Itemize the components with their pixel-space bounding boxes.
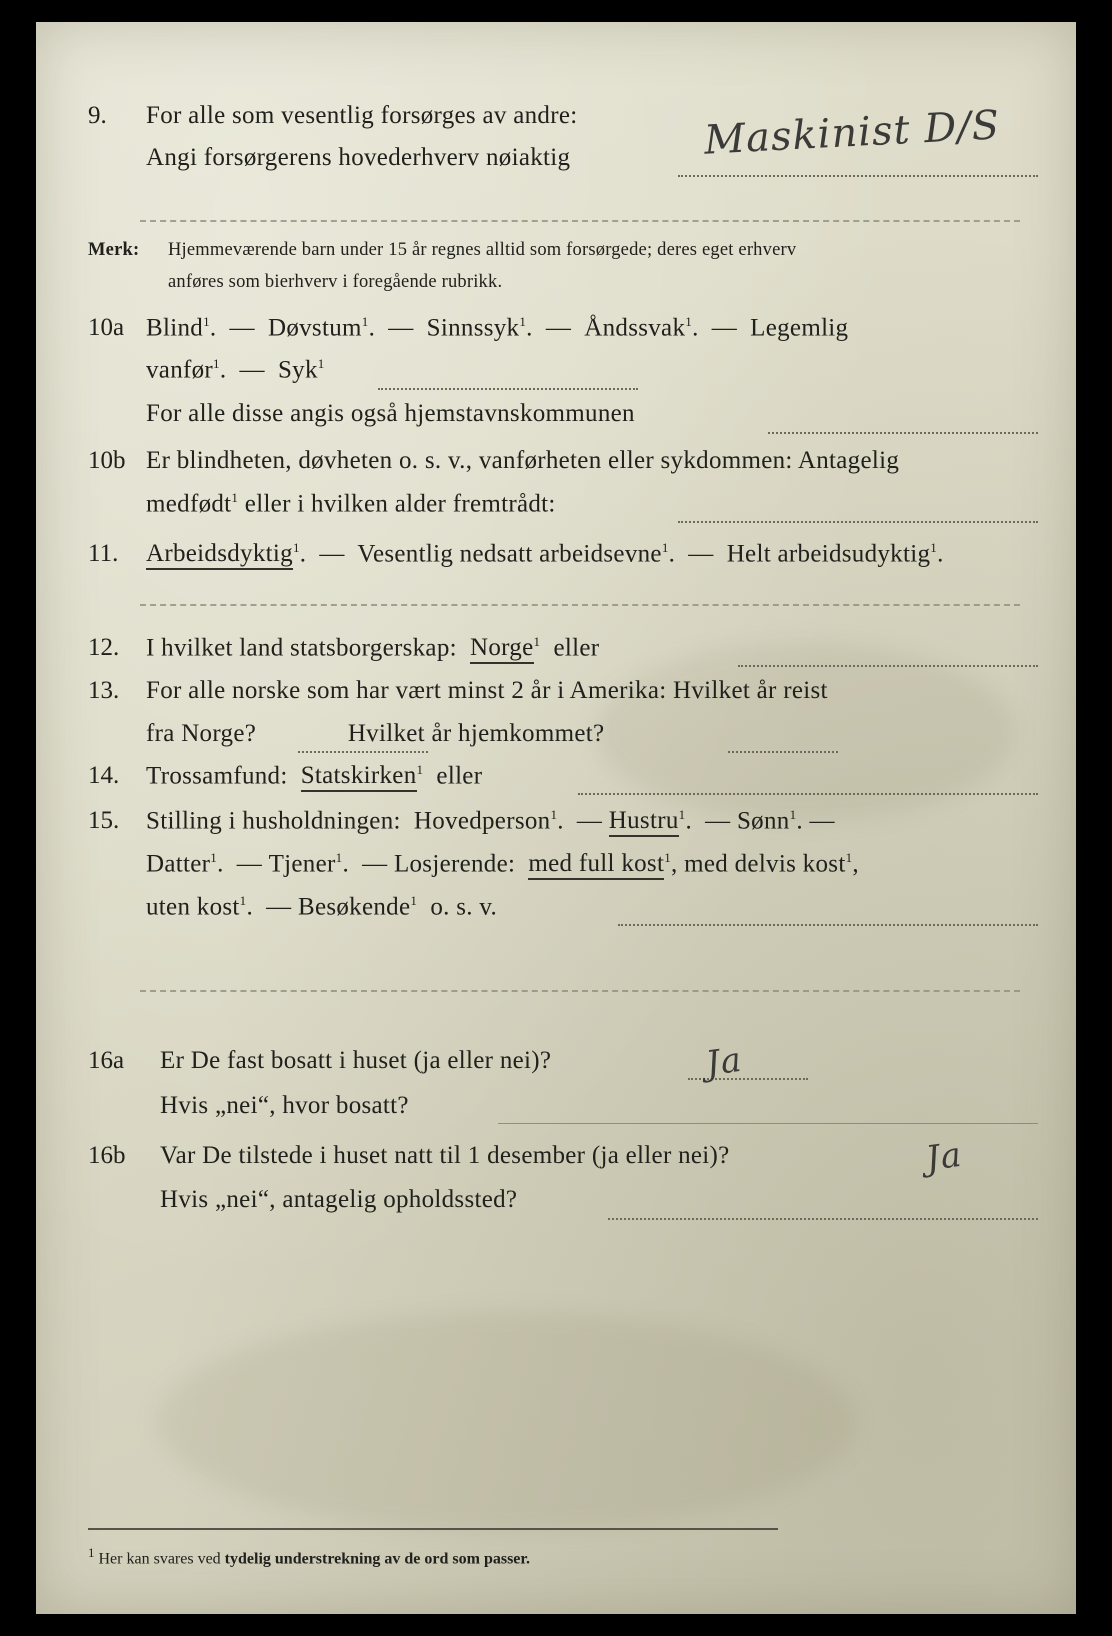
question-14-fill-rule (578, 793, 1038, 795)
question-10a-line3-fill (768, 432, 1038, 434)
question-10b-medfodt: medfødt (146, 490, 232, 518)
question-9-line1: For alle som vesentlig forsørges av andre: (146, 102, 578, 129)
question-16a-line2: Hvis „nei“, hvor bosatt? (160, 1092, 409, 1119)
question-9-answer: Maskinist D/S (702, 102, 1002, 164)
question-13-number: 13. (88, 677, 120, 704)
question-10b-line2: medfødt$^1$ eller i hvilken alder fremtrådt: (146, 490, 556, 518)
option-andssvak: Åndssvak (584, 314, 686, 342)
question-14-number: 14. (88, 762, 120, 789)
merk-line2: anføres som bierhverv i foregående rubrikk. (168, 272, 503, 292)
question-15-number: 15. (88, 807, 120, 834)
option-datter: Datter (146, 850, 211, 878)
question-15-label: Stilling i husholdningen: (146, 807, 401, 835)
option-legemlig-vanfor-part2: vanfør (146, 356, 214, 384)
footnote-text: Her kan svares ved (98, 1550, 225, 1567)
question-10a-line3: For alle disse angis også hjemstavnskommunen (146, 400, 635, 427)
question-12-fill-rule (738, 665, 1038, 667)
option-med-full-kost: med full kost (528, 850, 664, 880)
document-page (36, 22, 1076, 1614)
dash-3: — (545, 314, 572, 342)
option-blind: Blind (146, 314, 204, 342)
question-14-line: Trossamfund: Statskirken$^1$ eller (146, 762, 482, 790)
question-13-fill-rule-a (298, 751, 428, 753)
question-10b-line1: Er blindheten, døvheten o. s. v., vanførheten eller sykdommen: Antagelig (146, 447, 900, 474)
option-med-delvis-kost: med delvis kost (684, 850, 846, 878)
question-9-line2: Angi forsørgerens hovederhverv nøiaktig (146, 144, 571, 171)
question-11-options: Arbeidsdyktig$^1$. — Vesentlig nedsatt arbeidsevne$^1$. — Helt arbeidsudyktig$^1$. (146, 540, 944, 568)
question-14-label: Trossamfund: (146, 762, 288, 790)
question-12-answer: Norge (470, 634, 534, 664)
dash-5: — (239, 356, 265, 384)
question-14-tail: eller (436, 762, 483, 790)
question-16b-line1: Var De tilstede i huset natt til 1 desember (ja eller nei)? (160, 1142, 730, 1169)
question-16a-line2-rule (498, 1123, 1038, 1124)
option-arbeidsdyktig: Arbeidsdyktig (146, 540, 293, 570)
divider-after-11 (140, 604, 1020, 606)
question-10a-fill-rule (378, 388, 638, 390)
option-hovedperson: Hovedperson (413, 807, 551, 835)
option-helt-arbeidsudyktig: Helt arbeidsudyktig (726, 540, 931, 568)
footnote (88, 1545, 1036, 1568)
question-12-line: I hvilket land statsborgerskap: Norge$^1$ eller (146, 634, 599, 662)
question-16a-answer: Ja (703, 1039, 745, 1085)
option-nedsatt-arbeidsevne: Vesentlig nedsatt arbeidsevne (357, 540, 662, 568)
footnote-divider (88, 1528, 778, 1530)
footnote-marker: 1 (88, 1544, 95, 1560)
question-9-fill-rule (678, 175, 1038, 177)
question-16b-fill-rule (608, 1218, 1038, 1220)
footnote-text-bold: tydelig understrekning av de ord som passer. (224, 1550, 531, 1567)
form-body (88, 92, 1036, 1574)
question-10a-options-line2: vanfør$^1$. — Syk$^1$ (146, 356, 325, 384)
divider-after-9 (140, 220, 1020, 222)
option-dovstum: Døvstum (267, 314, 362, 342)
question-15-line2: Datter$^1$. — Tjener$^1$. — Losjerende: med full kost$^1$, med delvis kost$^1$, (146, 850, 859, 878)
question-16a-line1: Er De fast bosatt i huset (ja eller nei)? (160, 1047, 552, 1074)
question-16b-number: 16b (88, 1142, 126, 1169)
merk-line1: Hjemmeværende barn under 15 år regnes alltid som forsørgede; deres eget erhverv (168, 240, 797, 260)
question-15-line1: Stilling i husholdningen: Hovedperson$^1$. — Hustru$^1$. — Sønn$^1$. — (146, 807, 835, 835)
merk-label: Merk: (88, 240, 140, 260)
question-12-label: I hvilket land statsborgerskap: (146, 634, 457, 662)
option-besokende: Besøkende (297, 893, 411, 921)
question-16b-line2: Hvis „nei“, antagelig opholdssted? (160, 1186, 518, 1213)
question-11-number: 11. (88, 540, 119, 567)
question-15-tail: o. s. v. (430, 893, 498, 921)
option-legemlig-vanfor-part1: Legemlig (750, 314, 849, 342)
question-10b-number: 10b (88, 447, 126, 474)
question-9-number: 9. (88, 102, 107, 129)
question-14-answer: Statskirken (301, 762, 417, 792)
dash-4: — (711, 314, 738, 342)
question-10a-options-line1: Blind$^1$. — Døvstum$^1$. — Sinnssyk$^1$. — Åndssvak$^1$. — Legemlig (146, 314, 849, 342)
question-16b-answer: Ja (923, 1134, 965, 1180)
question-15-line3: uten kost$^1$. — Besøkende$^1$ o. s. v. (146, 893, 498, 921)
option-uten-kost: uten kost (146, 893, 240, 921)
question-13-line2 (146, 720, 604, 748)
question-13-fill-rule-b (728, 751, 838, 753)
question-13-hjemkommet: Hvilket år hjemkommet? (347, 720, 605, 747)
question-15-fill-rule (618, 924, 1038, 926)
option-syk: Syk (277, 356, 318, 384)
question-13-fra-norge: fra Norge? (146, 720, 257, 747)
divider-after-15 (140, 990, 1020, 992)
option-sinnssyk: Sinnssyk (426, 314, 520, 342)
question-12-number: 12. (88, 634, 120, 661)
option-losjerende: Losjerende: (393, 850, 516, 878)
dash-1: — (229, 314, 255, 342)
question-10b-fill-rule (678, 521, 1038, 523)
question-12-tail: eller (553, 634, 600, 662)
question-16a-fill-rule (688, 1078, 808, 1080)
question-16a-number: 16a (88, 1047, 125, 1074)
option-tjener: Tjener (268, 850, 336, 878)
dash-2: — (388, 314, 414, 342)
question-10b-line2b: eller i hvilken alder fremtrådt: (244, 490, 556, 518)
option-hustru: Hustru (609, 807, 679, 837)
question-10a-number: 10a (88, 314, 125, 341)
question-13-line1: For alle norske som har vært minst 2 år i Amerika: Hvilket år reist (146, 677, 828, 704)
option-sonn: Sønn (736, 807, 790, 835)
